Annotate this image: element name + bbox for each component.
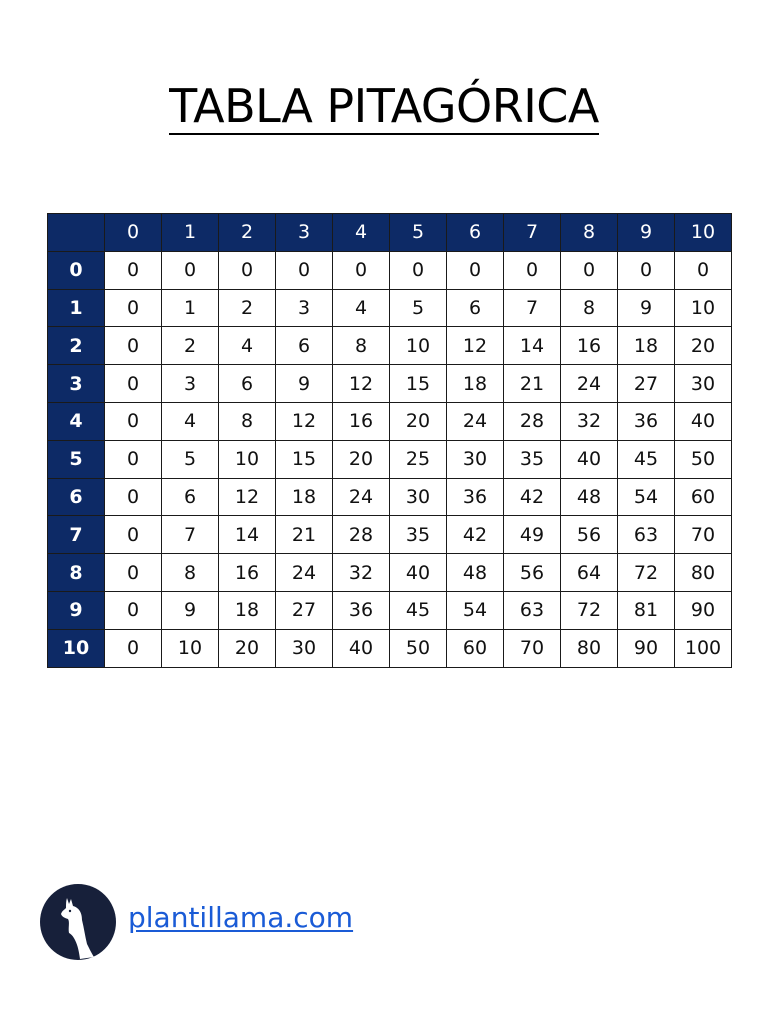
table-cell: 24 [447,402,504,440]
table-cell: 63 [504,591,561,629]
table-cell: 18 [219,591,276,629]
table-cell: 6 [276,327,333,365]
column-header-cell: 10 [675,214,732,252]
table-cell: 2 [219,289,276,327]
table-cell: 54 [618,478,675,516]
table-cell: 54 [447,591,504,629]
table-cell: 24 [276,554,333,592]
row-header-cell: 2 [48,327,105,365]
table-cell: 0 [618,251,675,289]
table-cell: 49 [504,516,561,554]
table-cell: 40 [561,440,618,478]
table-cell: 40 [333,629,390,667]
table-cell: 0 [105,365,162,403]
table-cell: 12 [447,327,504,365]
table-cell: 0 [105,251,162,289]
table-row [48,251,732,289]
table-cell: 60 [675,478,732,516]
table-cell: 0 [219,251,276,289]
table-cell: 0 [333,251,390,289]
table-cell: 80 [675,554,732,592]
table-cell: 36 [618,402,675,440]
table-cell: 100 [675,629,732,667]
row-header-cell: 4 [48,402,105,440]
table-cell: 30 [447,440,504,478]
table-cell: 8 [219,402,276,440]
table-cell: 24 [561,365,618,403]
row-header-cell: 6 [48,478,105,516]
table-cell: 7 [504,289,561,327]
table-cell: 21 [504,365,561,403]
table-cell: 40 [675,402,732,440]
table-cell: 14 [504,327,561,365]
table-cell: 4 [219,327,276,365]
table-cell: 35 [390,516,447,554]
table-cell: 20 [390,402,447,440]
table-cell: 42 [447,516,504,554]
table-cell: 3 [276,289,333,327]
table-cell: 15 [276,440,333,478]
table-cell: 24 [333,478,390,516]
table-cell: 64 [561,554,618,592]
table-cell: 35 [504,440,561,478]
table-cell: 12 [276,402,333,440]
table-cell: 1 [162,289,219,327]
table-cell: 30 [390,478,447,516]
table-cell: 81 [618,591,675,629]
table-cell: 72 [561,591,618,629]
table-cell: 0 [105,440,162,478]
table-cell: 0 [390,251,447,289]
table-cell: 8 [561,289,618,327]
table-cell: 8 [162,554,219,592]
table-cell: 0 [105,402,162,440]
column-header-cell: 2 [219,214,276,252]
table-cell: 28 [504,402,561,440]
table-cell: 16 [333,402,390,440]
table-cell: 9 [618,289,675,327]
table-cell: 42 [504,478,561,516]
table-row [48,516,732,554]
table-cell: 27 [618,365,675,403]
table-cell: 25 [390,440,447,478]
table-cell: 15 [390,365,447,403]
table-cell: 16 [219,554,276,592]
table-row [48,478,732,516]
column-header-cell: 6 [447,214,504,252]
table-cell: 6 [219,365,276,403]
table-cell: 8 [333,327,390,365]
table-cell: 70 [675,516,732,554]
row-header-cell: 5 [48,440,105,478]
table-row [48,402,732,440]
table-cell: 10 [162,629,219,667]
table-cell: 20 [219,629,276,667]
table-cell: 6 [162,478,219,516]
table-row [48,629,732,667]
table-cell: 9 [162,591,219,629]
table-cell: 5 [162,440,219,478]
column-header-cell: 9 [618,214,675,252]
table-cell: 0 [105,591,162,629]
row-header-cell: 3 [48,365,105,403]
multiplication-table [47,213,732,668]
table-cell: 45 [390,591,447,629]
table-cell: 90 [618,629,675,667]
table-cell: 14 [219,516,276,554]
table-cell: 28 [333,516,390,554]
table-cell: 0 [105,516,162,554]
table-cell: 2 [162,327,219,365]
brand-footer [40,884,353,960]
table-cell: 56 [504,554,561,592]
table-cell: 0 [561,251,618,289]
table-cell: 50 [675,440,732,478]
table-cell: 0 [105,327,162,365]
table-cell: 36 [447,478,504,516]
table-cell: 60 [447,629,504,667]
row-header-cell: 9 [48,591,105,629]
table-cell: 50 [390,629,447,667]
table-cell: 3 [162,365,219,403]
table-cell: 70 [504,629,561,667]
row-header-cell: 0 [48,251,105,289]
column-header-cell: 5 [390,214,447,252]
table-cell: 20 [675,327,732,365]
table-cell: 18 [618,327,675,365]
row-header-cell: 7 [48,516,105,554]
table-cell: 0 [105,289,162,327]
table-cell: 20 [333,440,390,478]
table-cell: 27 [276,591,333,629]
plantillama-link[interactable]: plantillama.com [128,900,354,934]
table-cell: 10 [390,327,447,365]
table-cell: 48 [561,478,618,516]
table-cell: 0 [447,251,504,289]
table-cell: 10 [219,440,276,478]
table-cell: 45 [618,440,675,478]
column-header-cell: 4 [333,214,390,252]
page-title [0,78,768,134]
column-header-cell: 1 [162,214,219,252]
table-cell: 5 [390,289,447,327]
table-cell: 21 [276,516,333,554]
table-cell: 0 [276,251,333,289]
table-cell: 32 [561,402,618,440]
table-row [48,440,732,478]
llama-logo-icon [40,884,116,960]
page-title-text: TABLA PITAGÓRICA [169,79,599,133]
table-row [48,554,732,592]
table-cell: 72 [618,554,675,592]
table-cell: 0 [105,478,162,516]
table-body [48,251,732,667]
table-cell: 18 [447,365,504,403]
column-header-cell: 7 [504,214,561,252]
table-cell: 36 [333,591,390,629]
column-header-cell: 3 [276,214,333,252]
table-cell: 9 [276,365,333,403]
table-cell: 16 [561,327,618,365]
table-cell: 90 [675,591,732,629]
table-cell: 6 [447,289,504,327]
table-cell: 7 [162,516,219,554]
table-cell: 80 [561,629,618,667]
table-row [48,289,732,327]
table-cell: 12 [333,365,390,403]
table-cell: 63 [618,516,675,554]
table-cell: 40 [390,554,447,592]
column-header-cell: 0 [105,214,162,252]
table-cell: 12 [219,478,276,516]
table-cell: 0 [105,554,162,592]
table-cell: 30 [276,629,333,667]
table-cell: 0 [105,629,162,667]
table-row [48,327,732,365]
table-cell: 4 [333,289,390,327]
table-corner-cell [48,214,105,252]
table-header-row [48,214,732,252]
table-row [48,591,732,629]
table-cell: 10 [675,289,732,327]
table-row [48,365,732,403]
column-header-cell: 8 [561,214,618,252]
table-cell: 0 [162,251,219,289]
table-cell: 0 [675,251,732,289]
table-cell: 30 [675,365,732,403]
table-cell: 0 [504,251,561,289]
row-header-cell: 10 [48,629,105,667]
row-header-cell: 8 [48,554,105,592]
table-cell: 56 [561,516,618,554]
table-cell: 4 [162,402,219,440]
table-cell: 48 [447,554,504,592]
table-cell: 18 [276,478,333,516]
row-header-cell: 1 [48,289,105,327]
table-cell: 32 [333,554,390,592]
